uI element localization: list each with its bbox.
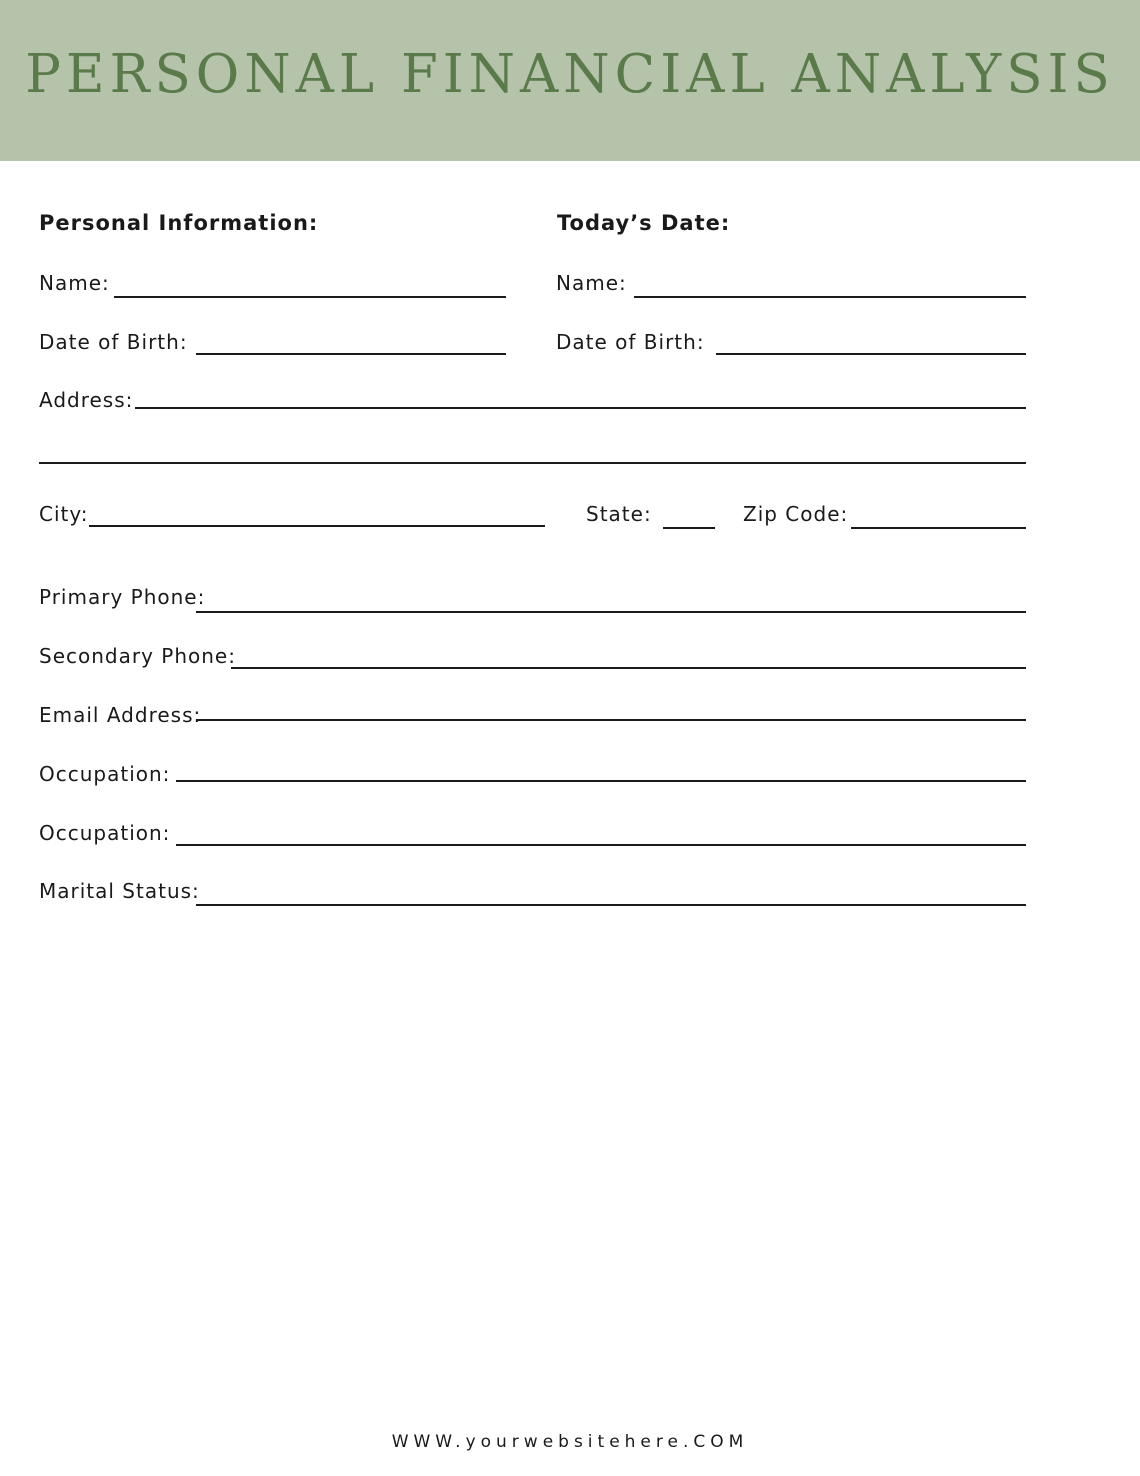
occupation-field-1[interactable] [176, 780, 1026, 782]
dob-label-left: Date of Birth: [39, 330, 188, 354]
city-label: City: [39, 502, 89, 526]
page-title: PERSONAL FINANCIAL ANALYSIS [25, 44, 1115, 105]
occupation-label-1: Occupation: [39, 762, 171, 786]
address-field[interactable] [135, 407, 1026, 409]
state-field[interactable] [663, 527, 715, 529]
occupation-label-2: Occupation: [39, 821, 171, 845]
section-heading-personal-information: Personal Information: [39, 211, 319, 235]
address-line2-field[interactable] [39, 462, 1026, 464]
name-field-right[interactable] [634, 296, 1026, 298]
city-field[interactable] [89, 525, 545, 527]
primary-phone-field[interactable] [196, 611, 1026, 613]
name-label-right: Name: [556, 271, 627, 295]
name-field-left[interactable] [114, 296, 506, 298]
marital-status-field[interactable] [196, 904, 1026, 906]
secondary-phone-label: Secondary Phone: [39, 644, 236, 668]
zip-label: Zip Code: [743, 502, 849, 526]
occupation-field-2[interactable] [176, 844, 1026, 846]
marital-status-label: Marital Status: [39, 879, 200, 903]
footer-website: WWW.yourwebsitehere.COM [391, 1432, 749, 1452]
state-label: State: [586, 502, 652, 526]
dob-field-right[interactable] [716, 353, 1026, 355]
email-label: Email Address: [39, 703, 202, 727]
name-label-left: Name: [39, 271, 110, 295]
primary-phone-label: Primary Phone: [39, 585, 206, 609]
section-heading-todays-date: Today’s Date: [557, 211, 731, 235]
address-label: Address: [39, 388, 134, 412]
dob-field-left[interactable] [196, 353, 506, 355]
dob-label-right: Date of Birth: [556, 330, 705, 354]
secondary-phone-field[interactable] [231, 667, 1026, 669]
email-field[interactable] [196, 719, 1026, 721]
zip-field[interactable] [851, 527, 1026, 529]
